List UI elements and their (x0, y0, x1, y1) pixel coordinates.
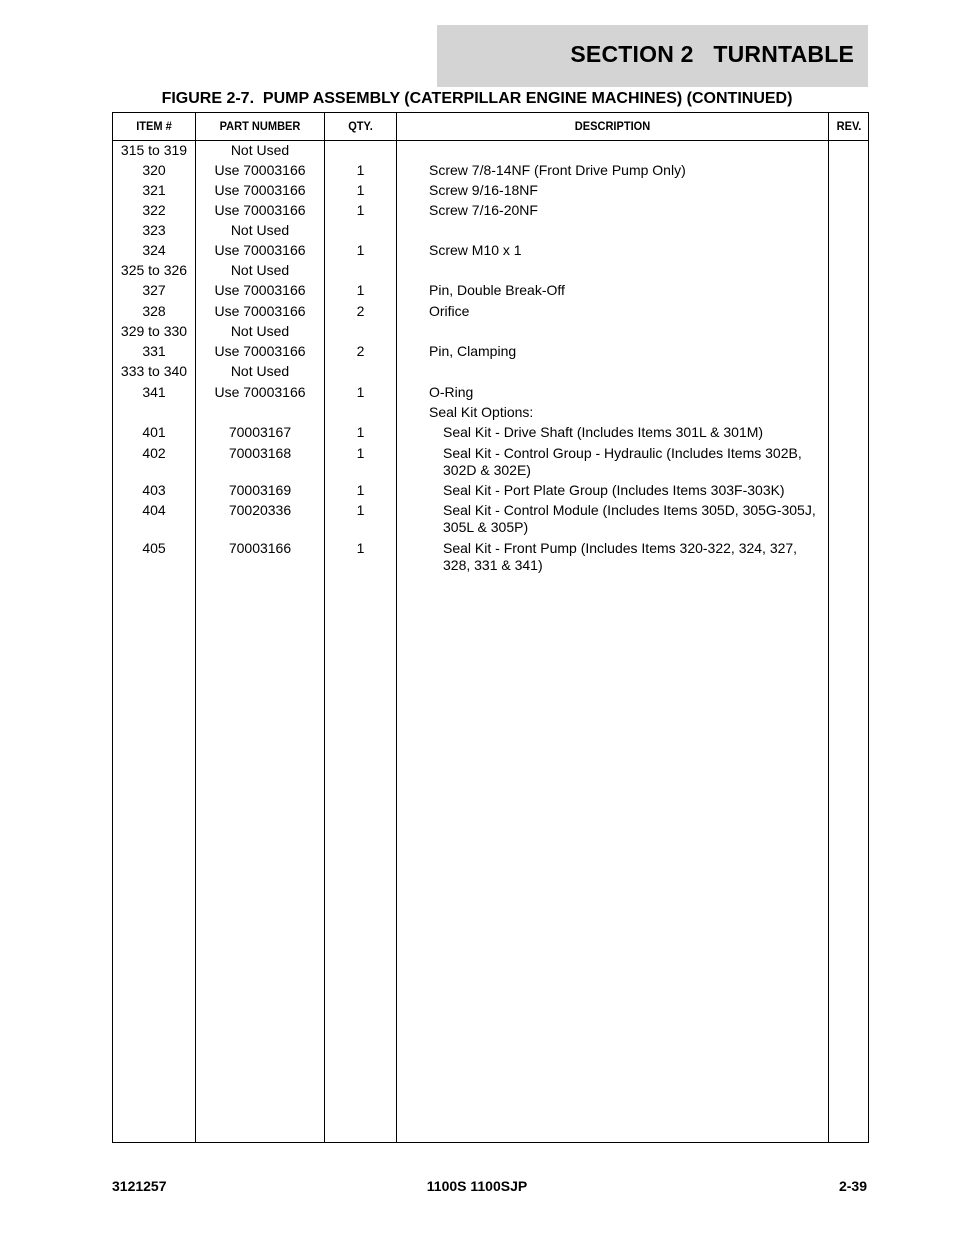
footer-document-number: 3121257 (112, 1178, 167, 1194)
part-number-cell: Not Used (230, 142, 290, 158)
description-cell: Seal Kit - Port Plate Group (Includes Items 303F-303K) (443, 482, 785, 498)
qty-cell: 1 (356, 445, 365, 461)
part-number-cell: Not Used (230, 323, 290, 339)
description-cell: Screw 9/16-18NF (429, 182, 538, 198)
part-number-cell: 70003169 (228, 482, 292, 498)
qty-cell: 1 (356, 202, 365, 218)
part-number-cell: 70003166 (228, 540, 292, 556)
part-number-cell: Use 70003166 (214, 303, 306, 319)
parts-table (112, 112, 869, 1143)
item-cell: 401 (142, 424, 166, 440)
column-header-item: ITEM # (136, 119, 172, 133)
item-cell: 324 (142, 242, 166, 258)
qty-cell: 2 (356, 303, 365, 319)
column-header-description: DESCRIPTION (574, 119, 651, 133)
part-number-cell: 70020336 (228, 502, 292, 518)
item-cell: 328 (142, 303, 166, 319)
item-cell: 323 (142, 222, 166, 238)
item-cell: 404 (142, 502, 166, 518)
section-header-box (437, 25, 868, 87)
item-cell: 325 to 326 (120, 262, 188, 278)
description-cell: Pin, Clamping (429, 343, 517, 359)
footer-page-number: 2-39 (838, 1178, 867, 1194)
part-number-cell: Use 70003166 (214, 343, 306, 359)
description-cell: Screw M10 x 1 (429, 242, 522, 258)
part-number-cell: Not Used (230, 222, 290, 238)
part-number-cell: 70003167 (228, 424, 292, 440)
description-cell: Screw 7/8-14NF (Front Drive Pump Only) (429, 162, 686, 178)
column-header-qty: QTY. (348, 119, 373, 133)
part-number-cell: Use 70003166 (214, 162, 306, 178)
item-cell: 331 (142, 343, 166, 359)
header-divider (113, 140, 868, 141)
part-number-cell: 70003168 (228, 445, 292, 461)
column-divider (324, 113, 325, 1142)
part-number-cell: Use 70003166 (214, 242, 306, 258)
column-divider (828, 113, 829, 1142)
qty-cell: 1 (356, 540, 365, 556)
qty-cell: 1 (356, 502, 365, 518)
description-cell: Orifice (429, 303, 470, 319)
description-cell: O-Ring (429, 384, 474, 400)
item-cell: 320 (142, 162, 166, 178)
qty-cell: 1 (356, 384, 365, 400)
qty-cell: 1 (356, 162, 365, 178)
description-cell: Seal Kit Options: (429, 404, 534, 420)
description-cell: Pin, Double Break-Off (429, 282, 565, 298)
part-number-cell: Use 70003166 (214, 182, 306, 198)
qty-cell: 1 (356, 282, 365, 298)
part-number-cell: Not Used (230, 262, 290, 278)
item-cell: 402 (142, 445, 166, 461)
column-header-part-number: PART NUMBER (219, 119, 301, 133)
qty-cell: 1 (356, 424, 365, 440)
description-cell: Seal Kit - Control Group - Hydraulic (Includes Items 302B, 302D & 302E) (443, 445, 802, 478)
qty-cell: 2 (356, 343, 365, 359)
item-cell: 341 (142, 384, 166, 400)
qty-cell: 1 (356, 182, 365, 198)
description-cell: Seal Kit - Drive Shaft (Includes Items 301L & 301M) (443, 424, 764, 440)
item-cell: 315 to 319 (120, 142, 188, 158)
figure-title: FIGURE 2-7. PUMP ASSEMBLY (CATERPILLAR ENGINE MACHINES) (CONTINUED) (161, 90, 793, 107)
item-cell: 321 (142, 182, 166, 198)
description-cell: Seal Kit - Front Pump (Includes Items 320-322, 324, 327, 328, 331 & 341) (443, 540, 798, 573)
item-cell: 327 (142, 282, 166, 298)
item-cell: 403 (142, 482, 166, 498)
item-cell: 333 to 340 (120, 363, 188, 379)
qty-cell: 1 (356, 242, 365, 258)
part-number-cell: Use 70003166 (214, 202, 306, 218)
column-divider (396, 113, 397, 1142)
item-cell: 322 (142, 202, 166, 218)
footer-model: 1100S 1100SJP (426, 1178, 528, 1194)
column-header-rev: REV. (836, 119, 862, 133)
description-cell: Seal Kit - Control Module (Includes Items 305D, 305G-305J, 305L & 305P) (443, 502, 816, 535)
part-number-cell: Use 70003166 (214, 282, 306, 298)
section-title: SECTION 2 TURNTABLE (570, 41, 854, 67)
item-cell: 405 (142, 540, 166, 556)
part-number-cell: Use 70003166 (214, 384, 306, 400)
part-number-cell: Not Used (230, 363, 290, 379)
item-cell: 329 to 330 (120, 323, 188, 339)
description-cell: Screw 7/16-20NF (429, 202, 538, 218)
qty-cell: 1 (356, 482, 365, 498)
